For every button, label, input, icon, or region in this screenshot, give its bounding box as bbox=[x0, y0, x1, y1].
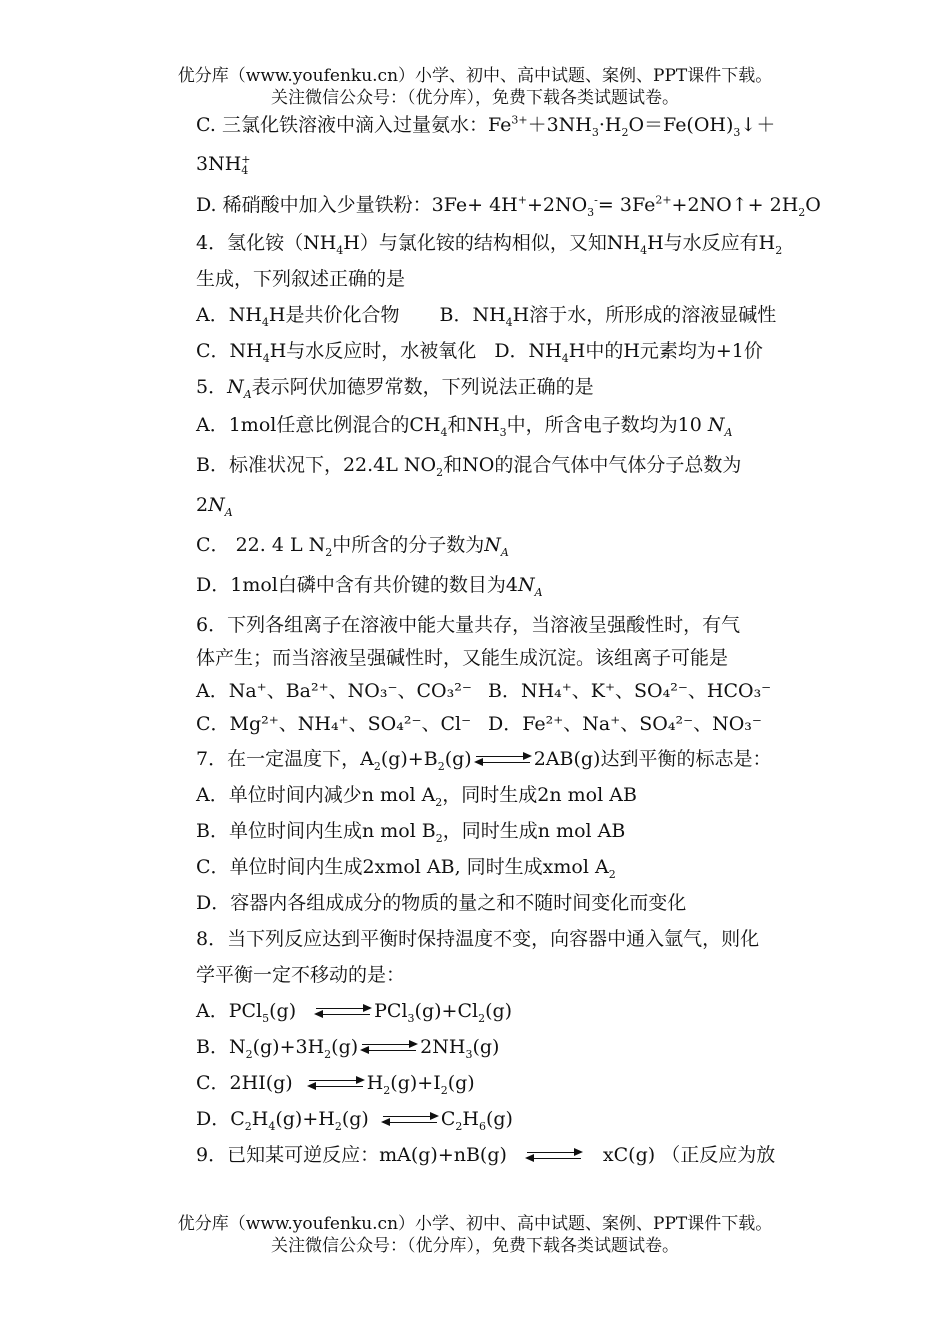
text: (g)+3H bbox=[252, 1036, 325, 1058]
question-9 bbox=[196, 1137, 836, 1173]
question-6-options-ab bbox=[196, 675, 836, 708]
sup: + bbox=[241, 153, 251, 166]
text: A．PCl bbox=[196, 1000, 263, 1022]
text: (g) bbox=[485, 1000, 513, 1022]
text: B．单位时间内生成n mol B bbox=[196, 820, 436, 842]
text: (g) bbox=[485, 1108, 513, 1130]
question-6-line2: 体产生；而当溶液呈强碱性时，又能生成沉淀。该组离子可能是 bbox=[196, 647, 729, 669]
text: (g) bbox=[269, 1000, 297, 1022]
sub: 3 bbox=[465, 1047, 473, 1061]
text: D．C bbox=[196, 1108, 245, 1130]
sub: 4 bbox=[505, 315, 513, 329]
page-header bbox=[0, 65, 950, 109]
text: C．单位时间内生成2xmol AB, 同时生成xmol A bbox=[196, 856, 609, 878]
question-8-option-a bbox=[196, 993, 836, 1029]
text: O＝Fe(OH) bbox=[628, 114, 734, 136]
text: (g)+B bbox=[380, 748, 438, 770]
equilibrium-arrow-icon bbox=[525, 1149, 583, 1163]
text: D．NH bbox=[494, 340, 562, 362]
option-3c bbox=[196, 107, 836, 143]
text: ＋3NH bbox=[527, 114, 592, 136]
text: H与水反应时，水被氧化 bbox=[269, 340, 477, 362]
na-symbol: N bbox=[517, 574, 535, 596]
question-5-option-b-cont bbox=[196, 485, 836, 525]
text: xC(g) （正反应为放 bbox=[602, 1144, 776, 1166]
text: B．N bbox=[196, 1036, 246, 1058]
text: C．2HI(g) bbox=[196, 1072, 293, 1094]
equilibrium-arrow-icon bbox=[307, 1077, 365, 1091]
text: 中，所含电子数均为10 bbox=[506, 414, 708, 436]
text: (g)+Cl bbox=[414, 1000, 479, 1022]
text: PCl bbox=[374, 1000, 408, 1022]
question-5-option-b bbox=[196, 445, 836, 485]
sub: 2 bbox=[245, 1047, 253, 1061]
sub: 3 bbox=[587, 205, 595, 219]
question-5-option-c bbox=[196, 525, 836, 565]
text: (g)+I bbox=[390, 1072, 441, 1094]
sub: 4 bbox=[336, 243, 344, 257]
sub: 2 bbox=[775, 243, 783, 257]
sub: 5 bbox=[262, 1011, 270, 1025]
text: A．1mol任意比例混合的CH bbox=[196, 414, 441, 436]
text: 7．在一定温度下，A bbox=[196, 748, 374, 770]
sub: 3 bbox=[591, 125, 599, 139]
text: H bbox=[462, 1108, 479, 1130]
sub: A bbox=[534, 585, 543, 599]
sub: 4 bbox=[262, 351, 270, 365]
sup: + bbox=[517, 193, 527, 207]
text: 2 bbox=[196, 494, 209, 516]
sub: 2 bbox=[436, 465, 444, 479]
sub: 2 bbox=[621, 125, 629, 139]
text: (g) bbox=[472, 1036, 500, 1058]
sub: 4 bbox=[241, 164, 249, 177]
text: = 3Fe bbox=[597, 194, 656, 216]
text: H与水反应有H bbox=[647, 232, 776, 254]
text: O bbox=[805, 194, 821, 216]
sub: 3 bbox=[733, 125, 741, 139]
text: 5． bbox=[196, 376, 228, 398]
sup: 2+ bbox=[655, 193, 672, 207]
question-5-option-a bbox=[196, 405, 836, 445]
page-footer bbox=[0, 1213, 950, 1257]
sup: 3+ bbox=[511, 113, 528, 127]
question-7-option-d: D．容器内各组成成分的物质的量之和不随时间变化而变化 bbox=[196, 892, 687, 914]
sub: 4 bbox=[261, 315, 269, 329]
text: A．单位时间内减少n mol A bbox=[196, 784, 436, 806]
text: +2NO bbox=[526, 194, 588, 216]
option-3d bbox=[196, 185, 836, 225]
text: 4．氢化铵（NH bbox=[196, 232, 337, 254]
text: D．1mol白磷中含有共价键的数目为4 bbox=[196, 574, 518, 596]
text: (g)+H bbox=[275, 1108, 335, 1130]
equilibrium-arrow-icon bbox=[360, 1041, 418, 1055]
text: C bbox=[440, 1108, 456, 1130]
ion-charge bbox=[241, 154, 250, 176]
option-3c-cont bbox=[196, 143, 836, 185]
na-symbol: N bbox=[484, 534, 501, 556]
sub: 2 bbox=[608, 867, 616, 881]
question-4 bbox=[196, 225, 836, 261]
sub: 2 bbox=[440, 1083, 448, 1097]
footer-line-1: 优分库（www.youfenku.cn）小学、初中、高中试题、案例、PPT课件下载。 bbox=[177, 1214, 773, 1234]
text: H）与氯化铵的结构相似，又知NH bbox=[343, 232, 641, 254]
equilibrium-arrow-icon bbox=[474, 753, 532, 767]
text: 2AB(g)达到平衡的标志是： bbox=[533, 748, 772, 770]
question-7-option-c bbox=[196, 849, 836, 885]
text: H是共价化合物 bbox=[268, 304, 400, 326]
sub: 2 bbox=[373, 759, 381, 773]
na-symbol: N bbox=[707, 414, 725, 436]
question-4-line2: 生成，下列叙述正确的是 bbox=[196, 268, 406, 290]
question-5 bbox=[196, 369, 836, 405]
equilibrium-arrow-icon bbox=[381, 1113, 439, 1127]
sub: 2 bbox=[478, 1011, 486, 1025]
text: H溶于水，所形成的溶液显碱性 bbox=[512, 304, 777, 326]
question-7 bbox=[196, 741, 836, 777]
question-8-line1: 8．当下列反应达到平衡时保持温度不变，向容器中通入氩气，则化 bbox=[196, 928, 760, 950]
question-4-options-cd bbox=[196, 333, 836, 369]
sub: 2 bbox=[324, 1047, 332, 1061]
sub: 2 bbox=[325, 545, 333, 559]
text: B．标准状况下，22.4L NO bbox=[196, 454, 437, 476]
text: H bbox=[251, 1108, 269, 1130]
sub: 2 bbox=[437, 759, 445, 773]
text: 2NH bbox=[420, 1036, 466, 1058]
sup: - bbox=[594, 193, 598, 207]
sub: A bbox=[724, 425, 733, 439]
sub: 2 bbox=[244, 1119, 252, 1133]
sub: 2 bbox=[435, 795, 443, 809]
sub: A bbox=[500, 545, 509, 559]
na-symbol: N bbox=[227, 376, 244, 398]
question-6-line1: 6．下列各组离子在溶液中能大量共存，当溶液呈强酸性时，有气 bbox=[196, 614, 741, 636]
text: B．NH bbox=[439, 304, 506, 326]
text: C. 三氯化铁溶液中滴入过量氨水：Fe bbox=[196, 114, 512, 136]
text: D. 稀硝酸中加入少量铁粉：3Fe+ 4H bbox=[196, 194, 518, 216]
text: 中所含的分子数为 bbox=[332, 534, 485, 556]
sub: 3 bbox=[407, 1011, 415, 1025]
header-line-1: 优分库（www.youfenku.cn）小学、初中、高中试题、案例、PPT课件下载。 bbox=[177, 66, 773, 86]
sub: 4 bbox=[268, 1119, 276, 1133]
sub: A bbox=[224, 505, 233, 519]
question-7-option-a bbox=[196, 777, 836, 813]
option-c: C．Mg²⁺、NH₄⁺、SO₄²⁻、Cl⁻ bbox=[196, 713, 472, 735]
na-symbol: N bbox=[208, 494, 225, 516]
equilibrium-arrow-icon bbox=[314, 1005, 372, 1019]
text: 3NH bbox=[196, 153, 242, 175]
question-8-line2: 学平衡一定不移动的是： bbox=[196, 964, 406, 986]
sub: 2 bbox=[383, 1083, 391, 1097]
header-line-2: 关注微信公众号：（优分库），免费下载各类试题试卷。 bbox=[271, 88, 679, 108]
text: ，同时生成2n mol AB bbox=[442, 784, 637, 806]
text: ，同时生成n mol AB bbox=[442, 820, 626, 842]
text: H中的H元素均为+1价 bbox=[568, 340, 763, 362]
sub: 3 bbox=[499, 425, 507, 439]
sub: 2 bbox=[435, 831, 443, 845]
sub: 2 bbox=[455, 1119, 463, 1133]
text: C． 22. 4 L N bbox=[196, 534, 326, 556]
sub: 4 bbox=[561, 351, 569, 365]
question-6-options-cd bbox=[196, 708, 836, 741]
sub: 4 bbox=[640, 243, 648, 257]
sub: A bbox=[243, 387, 252, 401]
text: +2NO↑+ 2H bbox=[671, 194, 799, 216]
text: ·H bbox=[598, 114, 622, 136]
sub: 2 bbox=[798, 205, 806, 219]
question-7-option-b bbox=[196, 813, 836, 849]
option-b: B．NH₄⁺、K⁺、SO₄²⁻、HCO₃⁻ bbox=[488, 680, 772, 702]
sub: 4 bbox=[440, 425, 448, 439]
text: A．NH bbox=[196, 304, 262, 326]
text: (g) bbox=[447, 1072, 475, 1094]
text: (g) bbox=[341, 1108, 369, 1130]
text: C．NH bbox=[196, 340, 263, 362]
text: H bbox=[366, 1072, 384, 1094]
text: (g) bbox=[331, 1036, 359, 1058]
text: (g) bbox=[444, 748, 472, 770]
question-8-option-b bbox=[196, 1029, 836, 1065]
text: 9．已知某可逆反应：mA(g)+nB(g) bbox=[196, 1144, 507, 1166]
question-8-option-c bbox=[196, 1065, 836, 1101]
footer-line-2: 关注微信公众号：（优分库），免费下载各类试题试卷。 bbox=[271, 1236, 679, 1256]
question-8-option-d bbox=[196, 1101, 836, 1137]
question-4-options-ab bbox=[196, 297, 836, 333]
sub: 6 bbox=[478, 1119, 486, 1133]
text: 和NH bbox=[447, 414, 500, 436]
text: 和NO的混合气体中气体分子总数为 bbox=[443, 454, 742, 476]
question-5-option-d bbox=[196, 565, 836, 609]
exam-content bbox=[196, 107, 836, 1173]
text: 表示阿伏加德罗常数，下列说法正确的是 bbox=[251, 376, 594, 398]
option-d: D．Fe²⁺、Na⁺、SO₄²⁻、NO₃⁻ bbox=[488, 713, 762, 735]
text: ↓＋ bbox=[740, 114, 776, 136]
option-a: A．Na⁺、Ba²⁺、NO₃⁻、CO₃²⁻ bbox=[196, 680, 472, 702]
sub: 2 bbox=[334, 1119, 342, 1133]
